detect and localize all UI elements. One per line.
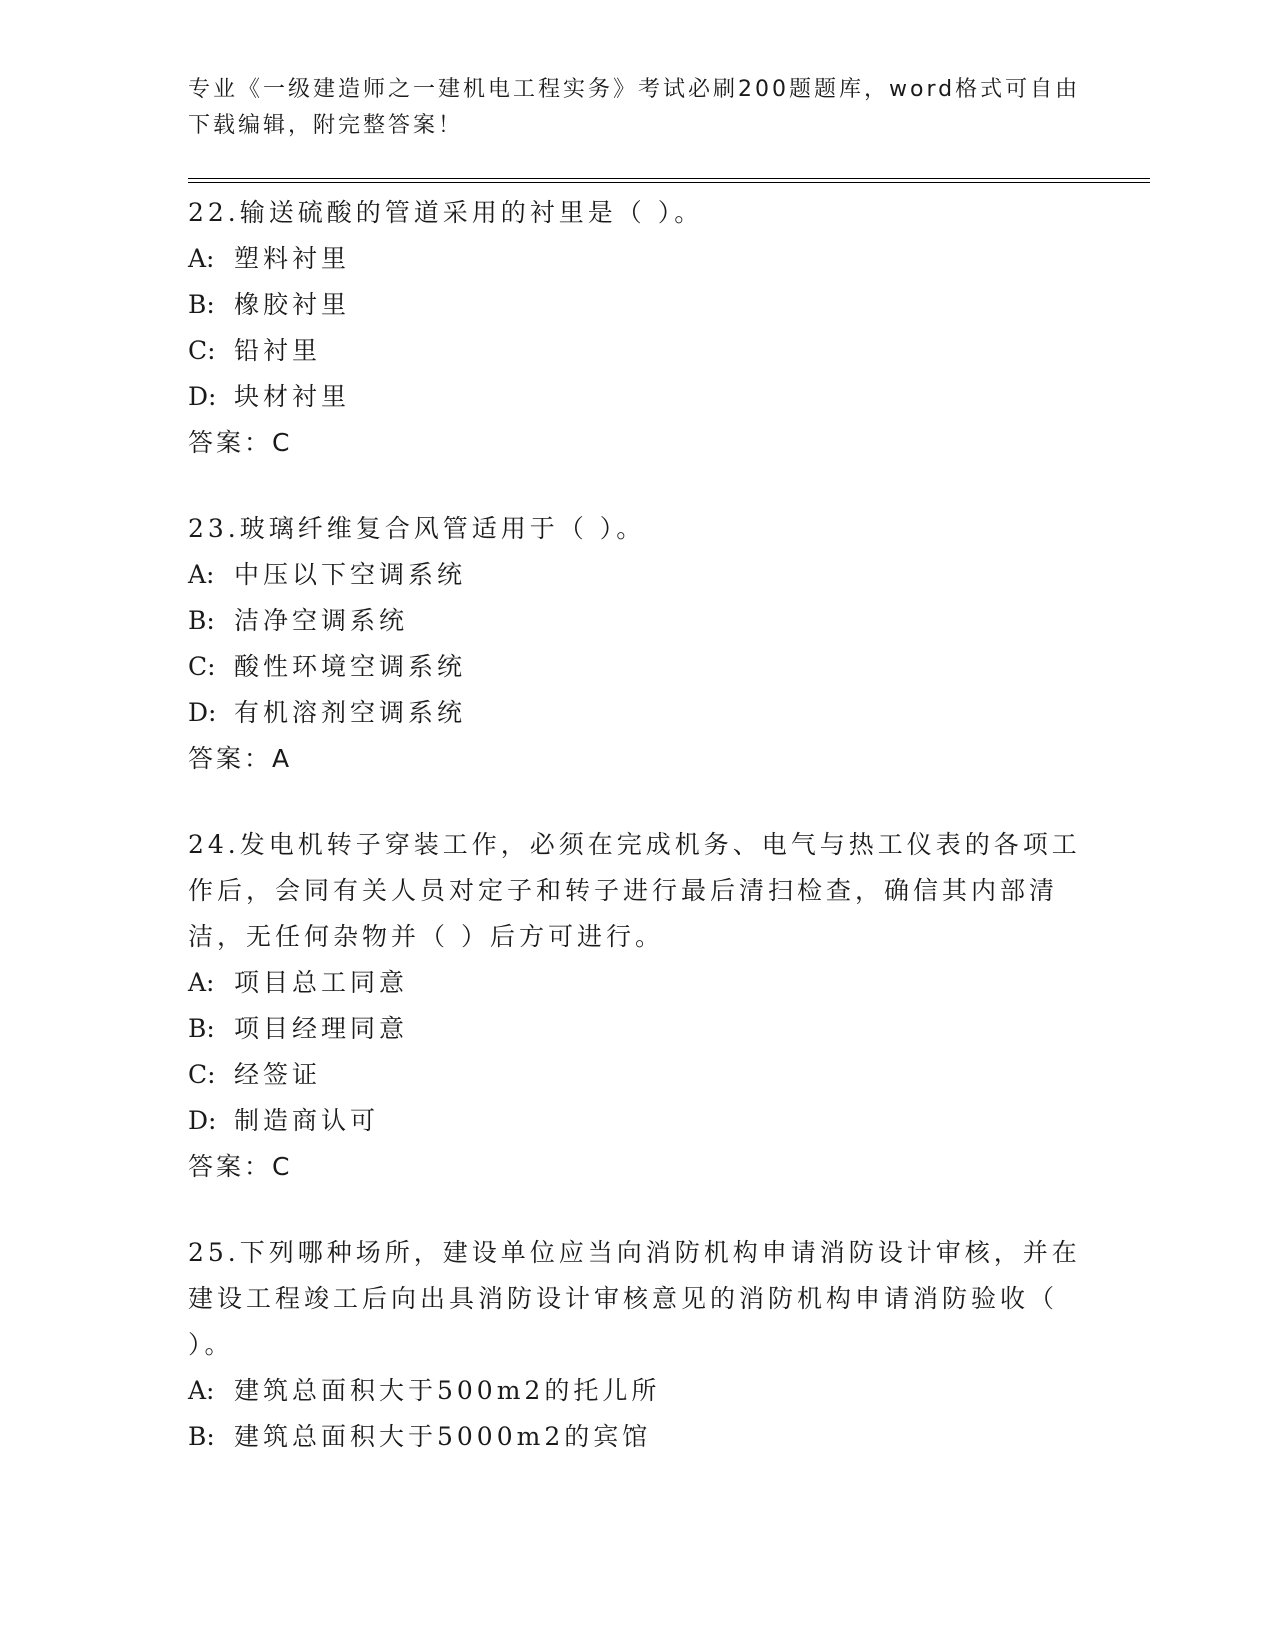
option-letter: B: (188, 290, 215, 319)
option-text: 经签证 (234, 1060, 322, 1089)
question-23 (188, 506, 1088, 782)
answer-line: 答案：C (188, 428, 293, 457)
option-text: 建筑总面积大于500m2的托儿所 (234, 1376, 661, 1405)
option-letter: D: (188, 382, 217, 411)
question-stem-line-1: 25.下列哪种场所，建设单位应当向消防机构申请消防设计审核，并在 (188, 1238, 1081, 1267)
option-a (188, 236, 1088, 282)
option-letter: A: (188, 560, 215, 589)
option-letter: A: (188, 1376, 215, 1405)
answer-line: 答案：A (188, 744, 293, 773)
header-divider-bottom (188, 182, 1150, 183)
option-text: 建筑总面积大于5000m2的宾馆 (234, 1422, 652, 1451)
header-divider-top (188, 178, 1150, 179)
document-header (188, 72, 1088, 144)
option-a (188, 552, 1088, 598)
header-line-2: 下载编辑，附完整答案！ (188, 113, 464, 138)
option-text: 酸性环境空调系统 (234, 652, 467, 681)
option-b (188, 282, 1088, 328)
question-stem-line-1: 24.发电机转子穿装工作，必须在完成机务、电气与热工仪表的各项工 (188, 830, 1081, 859)
option-d (188, 374, 1088, 420)
option-letter: A: (188, 244, 215, 273)
option-letter: D: (188, 1106, 217, 1135)
question-25 (188, 1230, 1088, 1460)
option-letter: B: (188, 1014, 215, 1043)
question-stem-line-2: 作后，会同有关人员对定子和转子进行最后清扫检查，确信其内部清 (188, 876, 1059, 905)
question-stem-line-2: 建设工程竣工后向出具消防设计审核意见的消防机构申请消防验收（ (188, 1284, 1059, 1313)
option-c (188, 328, 1088, 374)
option-text: 项目经理同意 (234, 1014, 409, 1043)
option-d (188, 1098, 1088, 1144)
option-a (188, 1368, 1088, 1414)
option-text: 项目总工同意 (234, 968, 409, 997)
question-list (188, 190, 1088, 1500)
option-b (188, 1006, 1088, 1052)
option-text: 块材衬里 (234, 382, 351, 411)
question-24 (188, 822, 1088, 1190)
question-stem-line-3: ）。 (188, 1330, 234, 1359)
option-c (188, 1052, 1088, 1098)
question-stem: 22.输送硫酸的管道采用的衬里是（ ）。 (188, 198, 704, 227)
option-b (188, 1414, 1088, 1460)
option-letter: C: (188, 1060, 216, 1089)
option-c (188, 644, 1088, 690)
option-a (188, 960, 1088, 1006)
option-text: 铅衬里 (234, 336, 322, 365)
question-22 (188, 190, 1088, 466)
option-text: 洁净空调系统 (234, 606, 409, 635)
option-text: 制造商认可 (234, 1106, 380, 1135)
question-stem-line-3: 洁，无任何杂物并（ ）后方可进行。 (188, 922, 664, 951)
answer-line: 答案：C (188, 1152, 293, 1181)
option-letter: B: (188, 1422, 215, 1451)
option-letter: C: (188, 652, 216, 681)
option-b (188, 598, 1088, 644)
option-letter: B: (188, 606, 215, 635)
option-letter: A: (188, 968, 215, 997)
header-line-1: 专业《一级建造师之一建机电工程实务》考试必刷200题题库，word格式可自由 (188, 77, 1081, 102)
option-text: 中压以下空调系统 (234, 560, 467, 589)
option-text: 有机溶剂空调系统 (234, 698, 467, 727)
option-letter: D: (188, 698, 217, 727)
option-letter: C: (188, 336, 216, 365)
question-stem: 23.玻璃纤维复合风管适用于（ ）。 (188, 514, 646, 543)
option-text: 塑料衬里 (234, 244, 351, 273)
option-d (188, 690, 1088, 736)
option-text: 橡胶衬里 (234, 290, 351, 319)
